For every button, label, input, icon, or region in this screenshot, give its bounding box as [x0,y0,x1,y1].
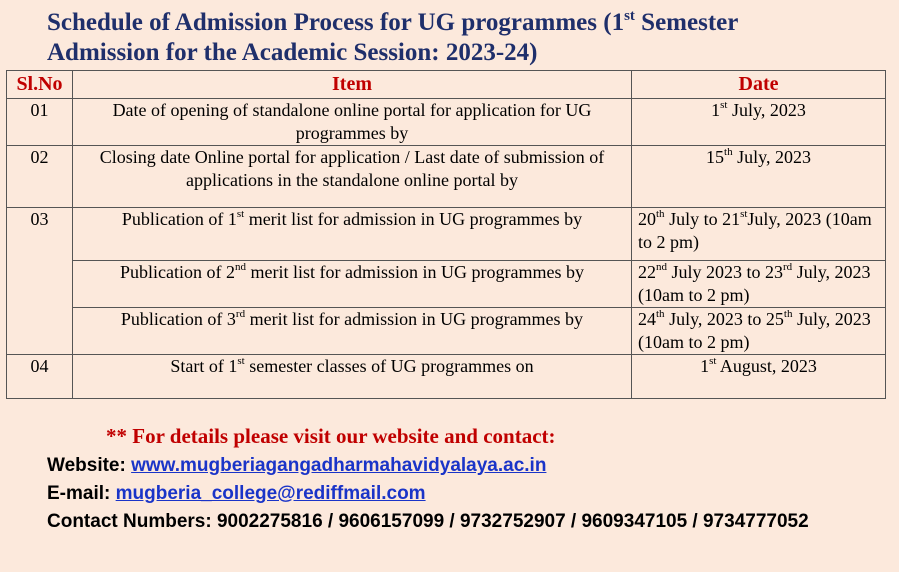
row-item: Publication of 3rd merit list for admission in UG programmes by [73,308,632,355]
row-item: Start of 1st semester classes of UG programmes on [73,355,632,399]
website-label: Website: [47,455,132,476]
table-header-row [7,71,886,99]
row-slno: 03 [7,208,73,355]
header-date: Date [632,71,886,99]
row-slno: 04 [7,355,73,399]
website-link[interactable]: www.mugberiagangadharmahavidyalaya.ac.in [131,455,547,476]
row-item: Date of opening of standalone online portal for application for UG programmes by [73,99,632,146]
table-row [7,146,886,208]
row-item: Closing date Online portal for application / Last date of submission of applications in the standalone online portal by [73,146,632,208]
row-date: 20th July to 21stJuly, 2023 (10am to 2 pm) [632,208,886,261]
schedule-table [6,70,886,399]
page-title: Schedule of Admission Process for UG programmes (1st Semester Admission for the Academic Session: 2023-24) [47,7,739,66]
phones-line [47,508,892,536]
table-row [7,208,886,261]
email-label: E-mail: [47,483,116,504]
header-item: Item [73,71,632,99]
row-date: 24th July, 2023 to 25th July, 2023 (10am to 2 pm) [632,308,886,355]
phones-value: 9002275816 / 9606157099 / 9732752907 / 9609347105 / 9734777052 [216,511,809,532]
row-date: 1st July, 2023 [632,99,886,146]
row-slno: 01 [7,99,73,146]
row-date: 1st August, 2023 [632,355,886,399]
details-note: ** For details please visit our website and contact: [106,424,556,448]
table-row [7,308,886,355]
header-slno: Sl.No [7,71,73,99]
row-item: Publication of 1st merit list for admission in UG programmes by [73,208,632,261]
table-row [7,355,886,399]
row-date: 22nd July 2023 to 23rd July, 2023 (10am to 2 pm) [632,261,886,308]
table-row [7,99,886,146]
website-line [47,452,892,480]
row-slno: 02 [7,146,73,208]
table-row [7,261,886,308]
phones-label: Contact Numbers: [47,511,217,532]
email-line [47,480,892,508]
row-date: 15th July, 2023 [632,146,886,208]
email-link[interactable]: mugberia_college@rediffmail.com [115,483,426,504]
row-item: Publication of 2nd merit list for admission in UG programmes by [73,261,632,308]
contact-block [47,452,892,536]
